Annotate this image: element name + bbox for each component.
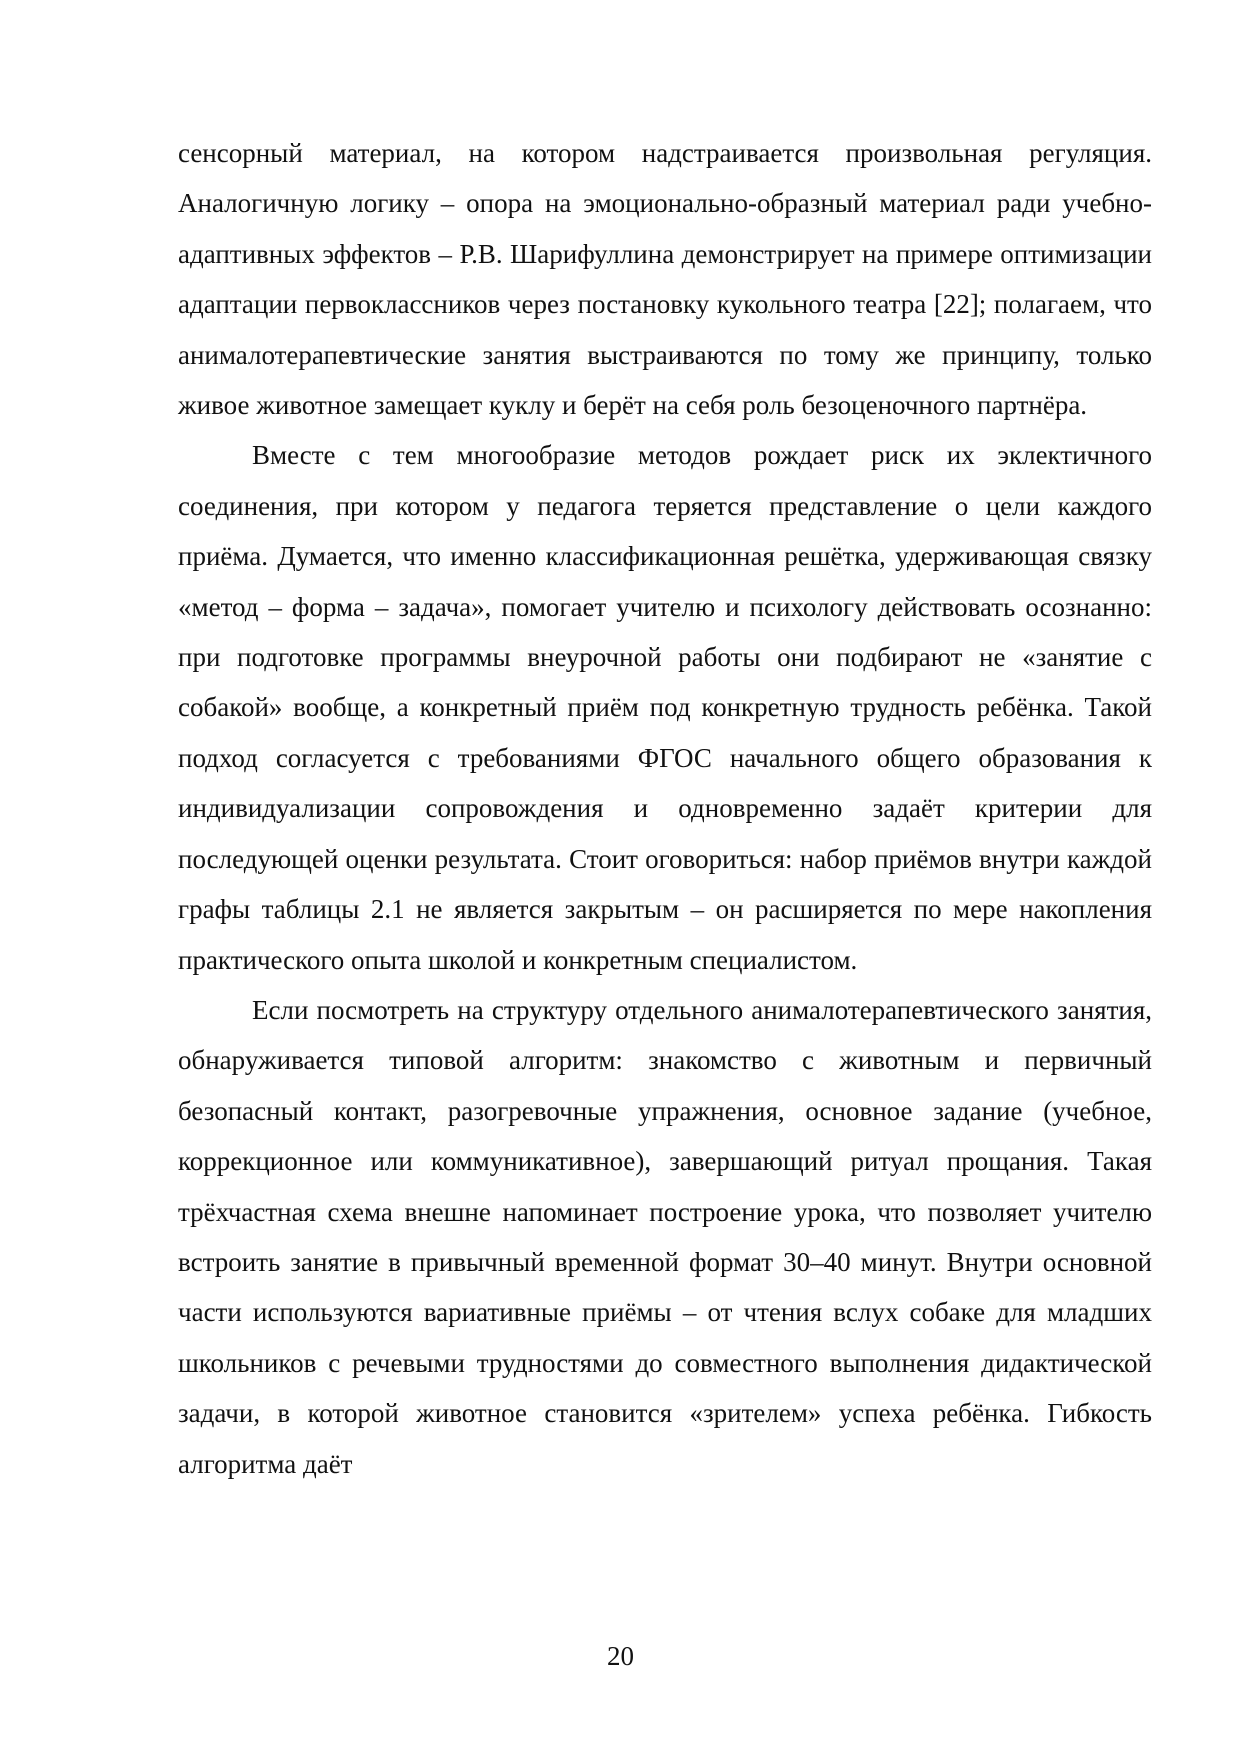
paragraph-3: Если посмотреть на структуру отдельного анималотерапевтического занятия, обнаруживается типовой алгоритм: знакомство с животным и первичный безопасный контакт, разогревочные упражнения, основное задание (учебное, коррекционное или коммуникативное), завершающий ритуал прощания. Такая трёхчастная схема внешне напоминает построение урока, что позволяет учителю встроить занятие в привычный временной формат 30–40 минут. Внутри основной части используются вариативные приёмы – от чтения вслух собаке для младших школьников с речевыми трудностями до совместного выполнения дидактической задачи, в которой животное становится «зрителем» успеха ребёнка. Гибкость алгоритма даёт [178, 994, 1152, 1479]
paragraph-1: сенсорный материал, на котором надстраивается произвольная регуляция. Аналогичную логику – опора на эмоционально-образный материал ради учебно-адаптивных эффектов – Р.В. Шарифуллина демонстрирует на примере оптимизации адаптации первоклассников через постановку кукольного театра [22]; полагаем, что анималотерапевтические занятия выстраиваются по тому же принципу, только живое животное замещает куклу и берёт на себя роль безоценочного партнёра. [178, 138, 1152, 421]
page-number: 20 [607, 1641, 634, 1671]
paragraph-2: Вместе с тем многообразие методов рождает риск их эклектичного соединения, при котором у педагога теряется представление о цели каждого приёма. Думается, что именно классификационная решётка, удерживающая связку «метод – форма – задача», помогает учителю и психологу действовать осознанно: при подготовке программы внеурочной работы они подбирают не «занятие с собакой» вообще, а конкретный приём под конкретную трудность ребёнка. Такой подход согласуется с требованиями ФГОС начального общего образования к индивидуализации сопровождения и одновременно задаёт критерии для последующей оценки результата. Стоит оговориться: набор приёмов внутри каждой графы таблицы 2.1 не является закрытым – он расширяется по мере накопления практического опыта школой и конкретным специалистом. [178, 440, 1152, 975]
document-body [178, 128, 1152, 1489]
